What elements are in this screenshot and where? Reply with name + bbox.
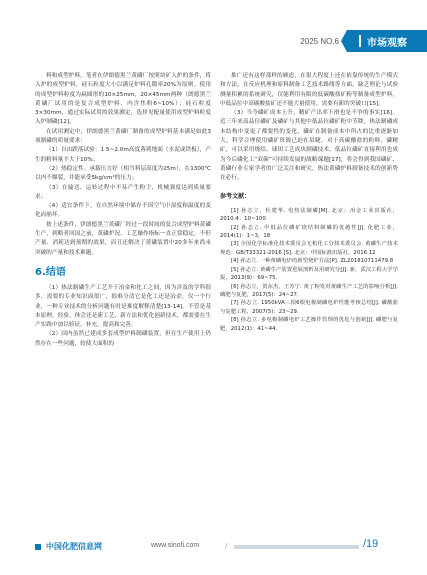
reference-item: [4] 孙志立. 一种黄磷电炉的新型烧炉方法[P]. ZL201810711479.8 xyxy=(231,258,394,265)
reference-item: [3] 全国化学标准化技术委员会无机化工分技术委员会. 黄磷生产技术规范：GB/T33321-2016 [S]. 北京：中国标准出版社，2016.12 xyxy=(220,241,398,256)
reference-item: [1] 孙志立，杜建华. 电热法制磷[M]. 北京：冶金工业出版社，2010.4：10~100 xyxy=(220,207,398,223)
body-paragraph: （3）在输送、运转过程中不易产生粉尘，机械强度达到质量要求； xyxy=(35,184,211,200)
left-column xyxy=(35,72,211,349)
right-column xyxy=(220,72,398,333)
body-paragraph: （2）国内虽然已建成多套成型炉料制磷装置，但在生产使用上仍然存在一些问题，较使大面积的 xyxy=(35,331,211,347)
section-name: 市场观察 xyxy=(367,37,407,49)
reference-item: [6] 孙志立，贺东杰，王苏宁. 黄了粉发对黄磷生产工艺的影响分析[J]. 磷肥与复肥，2017(5)：24~27. xyxy=(220,283,398,298)
footer-url[interactable]: www.sinofi.com xyxy=(151,542,200,549)
body-paragraph: 料和成型炉料。笔者在伊朗德黑兰黄磷厂按照块矿入炉的条件，将入炉的成型炉料，硅石粒度大小以满足炉料孔隙率20%为原则。使用的成型炉料粒度为扁圆形的10×25mm，20×45mm两种（朗德黑兰黄磷厂试用的是复合成型炉料，内含焦粉6~10%）；硅石粒度3×30mm，通过实际试用的效果测定，选择见配量使用成型炉料粒度入炉制磷[12]。 xyxy=(35,73,211,126)
page-footer xyxy=(0,535,427,575)
body-paragraph: 在试用测定中，伊朗德黑兰黄磷厂制备的成型炉料基本满足如此3项制磷的质量要求： xyxy=(35,128,211,145)
references-heading: 参考文献： xyxy=(220,192,251,200)
body-paragraph: （4）适宜条件下，在自然环境中储存不因空气中湿度和温度的变化而崩坏。 xyxy=(35,203,211,219)
reference-item: [5] 孙志立. 黄磷生产装置进展剖析及用研究分[J]. 新，武汉工程大学学报，2013(9)：69~75. xyxy=(220,266,398,282)
body-paragraph: （1）自由跌落试验：1.5~2.0m高度落到地面（水泥或铁板），产生的粉料量不大于10%； xyxy=(35,147,211,163)
footer-site-name: 中国化肥信息网 xyxy=(46,542,102,551)
footer-separator: / xyxy=(225,542,228,550)
reference-item: [7] 孙志立. 1950kVA三相6根电极制磷电炉性能考核总结[J]. 磷酸盐与复肥工程，2007(5)：23~29. xyxy=(220,300,398,315)
page-header xyxy=(300,30,427,52)
page-number: /19 xyxy=(363,538,379,550)
body-paragraph: （2）热稳定性、承载压力好（相当料层高度为25m），在1300℃以内不爆裂，并能承受5kg/cm²的压力； xyxy=(35,165,211,182)
body-paragraph: （1）热法制磷生产工艺介于冶金和化工之间，因为涉及的学科很多，需要的专业知识面很广，很难分清它是化工还是冶金，仅一个行业，一种专业技术的分析问题有时是难度解释清楚[13-14]。不管是基本原理，经验，体会还是新工艺、新方法和优化创新技术，都需要在生产实践中加以验证，补充，提高和完善。 xyxy=(35,284,211,329)
body-paragraph: 推广还有这样那样的顾虑，在很大程度上还在依靠传统的生产模式和方法，在反应机理和原料制备工艺技术路线等方面，缺乏理论与试验测量积累的系统研究，仅能利用有限的低碳酸盐矿粉等制备成型炉料，中低品位中高碳酸盐矿还不能大量使用，需要有新的突破口[15]。 xyxy=(220,73,398,107)
issue-number: 2025 NO.6 xyxy=(300,36,339,46)
body-paragraph: 按上述条件，伊朗德黑兰黄磷厂经过一段时间的复合成型炉料黄磷生产，到略者回国之前，黄磷炉况，工艺操作指标一直正常稳定，不但产量、消耗达到预期的效果，而且还解决了黄磷装置中20多年来尚未突破的产量和技术难题。 xyxy=(35,221,211,256)
reference-item: [8] 孙志立. 多电极制磷电炉工艺操作管理的优化与创新[J]. 磷肥与复肥，2012(1)：41~44. xyxy=(220,317,398,332)
section-tab xyxy=(347,30,427,52)
square-bullet-icon xyxy=(35,544,41,550)
reference-item: [2] 孙志立. 中低品位磷矿烧结料制磷的优越性[J]. 化肥工业，2014(1)：1~3，18 xyxy=(220,224,398,240)
footer-rule xyxy=(234,545,359,549)
body-paragraph: （3）当今磷矿成本上升，精矿产出率下滑也是不争的事实[16]。近三年来高品位磷矿及磷矿与其他中低品位磷矿粉中节降，热法制磷成本结构中变更了都要性的变化，磷矿在制备成本中所占的比重逐渐加大，科学合理使用磷矿资源已迫在眉睫，对于高碳酸盐的粉料，磷精矿，可以采用烧结、球团工艺成块制磷技术，低品位磷矿直接利用也成为今后磷化工“双碳”可持续发展的战略课题[17]，将会得到我国磷矿、黄磷行业专家学者的广泛关注和研究，热法黄磷炉料制备技术的创新势在必行。 xyxy=(220,110,398,182)
tab-divider xyxy=(359,35,361,47)
conclusion-heading: 6.结语 xyxy=(35,266,66,278)
